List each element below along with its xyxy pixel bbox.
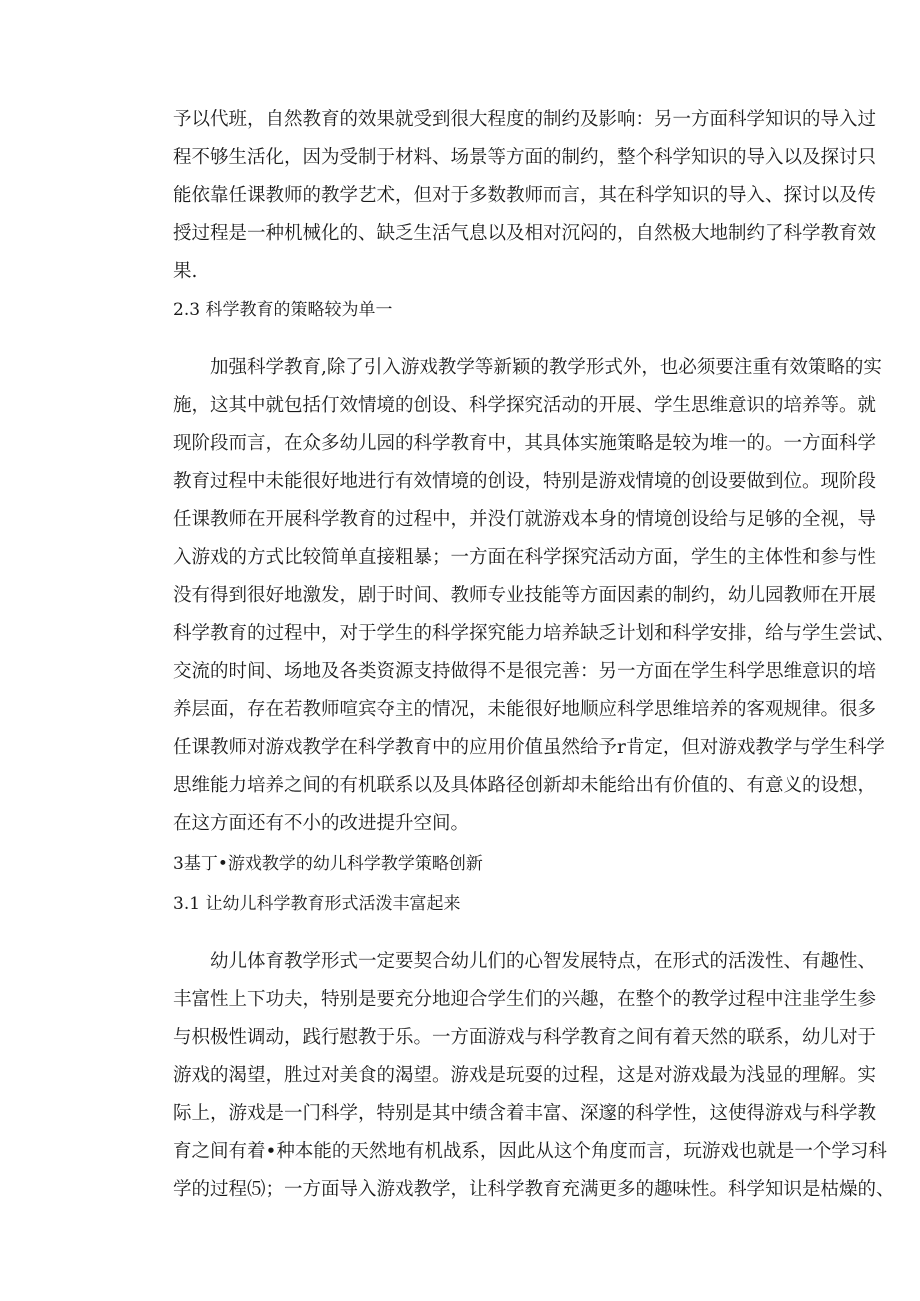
paragraph-line: 程不够生活化，因为受制于材料、场景等方面的制约，整个科学知识的导入以及探讨只 (173, 147, 877, 168)
paragraph-line: 现阶段而言，在众多幼儿园的科学教育中，其具体实施策略是较为堆一的。一方面科学 (173, 433, 877, 454)
paragraph-line: 交流的时间、场地及各类资源支持做得不是很完善：另一方面在学生科学思维意识的培 (173, 661, 877, 682)
paragraph-line: 丰富性上下功夫，特别是要充分地迎合学生们的兴趣，在整个的教学过程中注韭学生参 (173, 989, 877, 1010)
paragraph-line: 施，这其中就包括仃效情境的创设、科学探究活动的开展、学生思维意识的培养等。就 (173, 395, 877, 416)
paragraph-line: 在这方面还有不小的改进提升空间。 (173, 813, 470, 834)
paragraph-line: 际上，游戏是一门科学，特别是其中绩含着丰富、深邃的科学性，这使得游戏与科学教 (173, 1103, 877, 1124)
paragraph-line: 能依靠任课教师的教学艺术，但对于多数教师而言，其在科学知识的导入、探讨以及传 (173, 185, 877, 206)
paragraph-line: 游戏的渴望，胜过对美食的渴望。游戏是玩耍的过程，这是对游戏最为浅显的理解。实 (173, 1065, 877, 1086)
paragraph-line: 没有得到很好地激发，剧于时间、教师专业技能等方面因素的制约，幼儿园教师在开展 (173, 585, 877, 606)
paragraph-line: 学的过程⑸；一方面导入游戏教学，让科学教育充满更多的趣味性。科学知识是枯燥的、 (173, 1179, 895, 1200)
paragraph-line: 幼儿体育教学形式一定要契合幼儿们的心智发展特点，在形式的活泼性、有趣性、 (210, 951, 877, 972)
paragraph-line: 科学教育的过程中，对于学生的科学探究能力培养缺乏计划和科学安排，给与学生尝试、 (173, 623, 895, 644)
paragraph-line: 授过程是一种机械化的、缺乏生活气息以及相对沉闷的，自然极大地制约了科学教育效 (173, 223, 877, 244)
paragraph-line: 任课教师在开展科学教育的过程中，并没仃就游戏本身的情境创设给与足够的全视，导 (173, 509, 877, 530)
paragraph-line: 养层面，存在若教师喧宾夺主的情况，未能很好地顺应科学思维培养的客观规律。很多 (173, 699, 877, 720)
section-heading: 3基丁•游戏教学的幼儿科学教学策略创新 (173, 854, 483, 874)
paragraph-line: 加强科学教育,除了引入游戏教学等新颖的教学形式外，也必须要注重有效策略的实 (210, 357, 882, 378)
paragraph-line: 与枳极性调动，践行慰教于乐。一方面游戏与科学教育之间有着天然的联系，幼儿对于 (173, 1027, 877, 1048)
paragraph-line: 予以代班，自然教育的效果就受到很大程度的制约及影响：另一方面科学知识的导入过 (173, 109, 877, 130)
paragraph-line: 任课教师对游戏教学在科学教育中的应用价值虽然给予r肯定，但对游戏教学与学生科学 (173, 737, 885, 758)
paragraph-line: 教育过程中未能很好地进行有效情境的创设，特别是游戏情境的创设要做到位。现阶段 (173, 471, 877, 492)
paragraph-line: 入游戏的方式比较简单直接粗暴；一方面在科学探究活动方面，学生的主体性和参与性 (173, 547, 877, 568)
paragraph-line: 思维能力培养之间的有机联系以及具体路径创新却未能给出有价值的、有意义的设想， (173, 775, 877, 796)
paragraph-line: 育之间有着•种本能的天然地有机战系，因此从这个角度而言，玩游戏也就是一个学习科 (173, 1141, 887, 1162)
paragraph-line: 果. (173, 261, 198, 282)
section-heading: 2.3 科学教育的策略较为单一 (173, 300, 393, 320)
subsection-heading: 3.1 让幼儿科学教育形式活泼丰富起来 (173, 894, 461, 914)
